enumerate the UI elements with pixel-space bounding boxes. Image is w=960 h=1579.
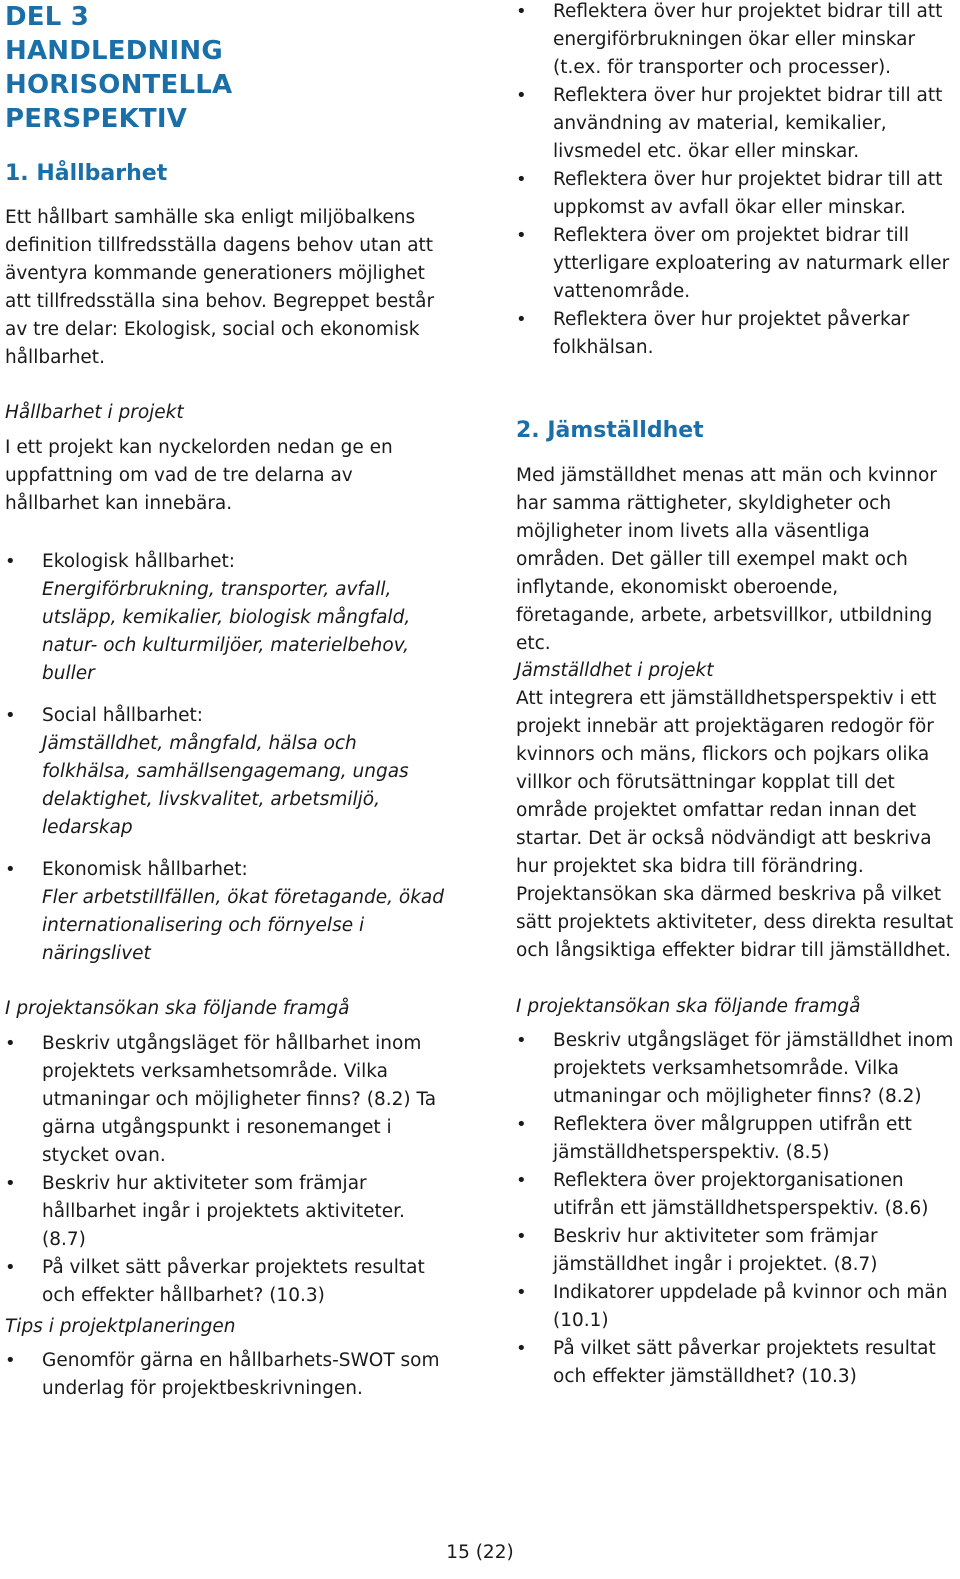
bullet-icon: • <box>516 1282 527 1303</box>
part-title-line-2: HANDLEDNING HORISONTELLA <box>5 36 233 100</box>
list-item <box>516 166 956 222</box>
gender-equality-intro: Med jämställdhet menas att män och kvinnor har samma rättigheter, skyldigheter och möjligheter inom livets alla väsentliga områden. Det gäller till exempel makt och inflytande, ekonomiskt oberoende, företagande, arbete, arbetsvillkor, utbildning etc. <box>516 465 937 654</box>
list-item-text: Reflektera över om projektet bidrar till ytterligare exploatering av naturmark eller vattenområde. <box>553 225 950 302</box>
gender-project-text: Att integrera ett jämställdhetsperspektiv i ett projekt innebär att projektägaren redogör för kvinnors och mäns, flickors och pojkars olika villkor och förutsättningar kopplat till det område projektet omfattar redan innan det startar. Det är också nödvändigt att beskriva hur projektet ska bidra till förändring. Projektansökan ska därmed beskriva på vilket sätt projektets aktiviteter, dess direkta resultat och långsiktiga effekter bidrar till jämställdhet. <box>516 688 954 961</box>
list-item <box>5 1170 445 1254</box>
dimension-keywords: Jämställdhet, mångfald, hälsa och folkhälsa, samhällsengagemang, ungas delaktighet, livskvalitet, arbetsmiljö, ledarskap <box>42 733 409 838</box>
sustainability-dimensions-list <box>5 548 445 982</box>
list-item <box>516 1027 956 1111</box>
part-title <box>5 0 445 136</box>
list-item <box>516 1167 956 1223</box>
list-item-text: Reflektera över projektorganisationen utifrån ett jämställdhetsperspektiv. (8.6) <box>553 1170 929 1219</box>
list-item-text: Beskriv utgångsläget för jämställdhet inom projektets verksamhetsområde. Vilka utmaningar och möjligheter finns? (8.2) <box>553 1030 954 1107</box>
list-item-text: Beskriv hur aktiviteter som främjar hållbarhet ingår i projektets aktiviteter. (8.7) <box>42 1173 405 1250</box>
sustainability-project-text: I ett projekt kan nyckelorden nedan ge en uppfattning om vad de tre delarna av hållbarhet kan innebära. <box>5 437 393 514</box>
list-item-text: Reflektera över hur projektet bidrar till att uppkomst av avfall ökar eller minskar. <box>553 169 943 218</box>
gender-project-subheading: Jämställdhet i projekt <box>516 660 714 681</box>
list-item-text: På vilket sätt påverkar projektets resultat och effekter jämställdhet? (10.3) <box>553 1338 936 1387</box>
list-item <box>516 1111 956 1167</box>
dimension-label: Social hållbarhet: <box>42 705 204 726</box>
list-item-text: Reflektera över hur projektet påverkar folkhälsan. <box>553 309 910 358</box>
tips-heading: Tips i projektplaneringen <box>5 1316 236 1337</box>
bullet-icon: • <box>516 1338 527 1359</box>
list-item <box>5 702 445 842</box>
section-1-title: 1. Hållbarhet <box>5 161 168 186</box>
list-item <box>516 1223 956 1279</box>
bullet-icon: • <box>5 1173 16 1194</box>
bullet-icon: • <box>516 85 527 106</box>
reflect-list <box>516 0 956 362</box>
list-item <box>516 222 956 306</box>
list-item <box>516 1335 956 1391</box>
dimension-keywords: Fler arbetstillfällen, ökat företagande, ökad internationalisering och förnyelse i näringslivet <box>42 887 444 964</box>
application-list-sustainability <box>5 1030 445 1310</box>
tips-list <box>5 1347 445 1403</box>
bullet-icon: • <box>516 1 527 22</box>
part-title-line-1: DEL 3 <box>5 2 90 32</box>
list-item-text: Reflektera över hur projektet bidrar till att energiförbrukningen ökar eller minskar (t.ex. för transporter och processer). <box>553 1 943 78</box>
list-item-text: På vilket sätt påverkar projektets resultat och effekter hållbarhet? (10.3) <box>42 1257 425 1306</box>
bullet-icon: • <box>516 1030 527 1051</box>
list-item <box>5 1254 445 1310</box>
application-heading-gender: I projektansökan ska följande framgå <box>516 996 861 1017</box>
bullet-icon: • <box>5 1033 16 1054</box>
bullet-icon: • <box>516 225 527 246</box>
bullet-icon: • <box>516 1170 527 1191</box>
list-item <box>516 1279 956 1335</box>
sustainability-project-subheading: Hållbarhet i projekt <box>5 402 184 423</box>
bullet-icon: • <box>5 551 16 572</box>
list-item <box>5 1347 445 1403</box>
list-item <box>516 82 956 166</box>
list-item-text: Genomför gärna en hållbarhets-SWOT som underlag för projektbeskrivningen. <box>42 1350 440 1399</box>
bullet-icon: • <box>516 1226 527 1247</box>
list-item <box>5 856 445 968</box>
application-list-gender <box>516 1027 956 1391</box>
list-item <box>516 306 956 362</box>
list-item <box>516 0 956 82</box>
sustainability-intro: Ett hållbart samhälle ska enligt miljöbalkens definition tillfredsställa dagens behov utan att äventyra kommande generationers möjlighet att tillfredsställa sina behov. Begreppet består av tre delar: Ekologisk, social och ekonomisk hållbarhet. <box>5 207 435 368</box>
list-item-text: Indikatorer uppdelade på kvinnor och män (10.1) <box>553 1282 948 1331</box>
bullet-icon: • <box>516 1114 527 1135</box>
dimension-label: Ekologisk hållbarhet: <box>42 551 235 572</box>
list-item-text: Beskriv hur aktiviteter som främjar jämställdhet ingår i projektet. (8.7) <box>553 1226 878 1275</box>
list-item-text: Beskriv utgångsläget för hållbarhet inom projektets verksamhetsområde. Vilka utmaningar och möjligheter finns? (8.2) Ta gärna utgångspunkt i resonemanget i stycket ovan. <box>42 1033 437 1166</box>
list-item <box>5 548 445 688</box>
part-title-line-3: PERSPEKTIV <box>5 104 188 134</box>
bullet-icon: • <box>5 1257 16 1278</box>
dimension-keywords: Energiförbrukning, transporter, avfall, utsläpp, kemikalier, biologisk mångfald, natur- och kulturmiljöer, materielbehov, buller <box>42 579 411 684</box>
list-item <box>5 1030 445 1170</box>
bullet-icon: • <box>516 309 527 330</box>
application-heading-sustainability: I projektansökan ska följande framgå <box>5 998 350 1019</box>
bullet-icon: • <box>5 859 16 880</box>
list-item-text: Reflektera över målgruppen utifrån ett jämställdhetsperspektiv. (8.5) <box>553 1114 912 1163</box>
bullet-icon: • <box>5 1350 16 1371</box>
bullet-icon: • <box>516 169 527 190</box>
page-number: 15 (22) <box>446 1542 514 1563</box>
list-item-text: Reflektera över hur projektet bidrar till att användning av material, kemikalier, livsmedel etc. ökar eller minskar. <box>553 85 943 162</box>
section-2-title: 2. Jämställdhet <box>516 418 704 443</box>
bullet-icon: • <box>5 705 16 726</box>
dimension-label: Ekonomisk hållbarhet: <box>42 859 248 880</box>
